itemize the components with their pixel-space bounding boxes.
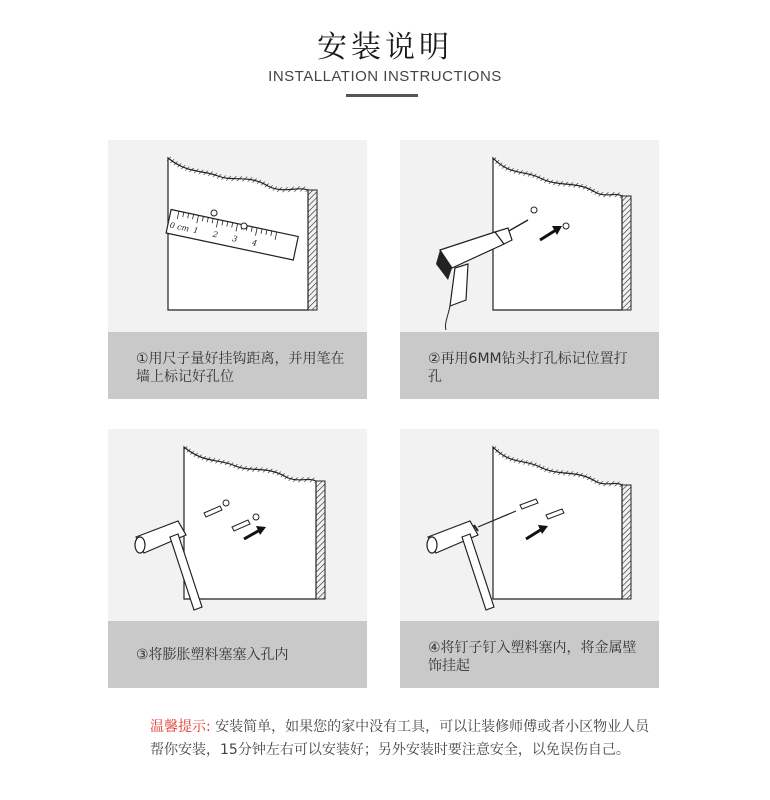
step-caption-4: ④将钉子钉入塑料塞内，将金属壁饰挂起 — [400, 621, 659, 688]
step-card-4 — [400, 429, 659, 688]
step-caption-2: ②再用6MM钻头打孔标记位置打孔 — [400, 332, 659, 399]
tips-text: 安装简单，如果您的家中没有工具，可以让装修师傅或者小区物业人员帮你安装，15分钟左右可以安装好；另外安装时要注意安全，以免误伤自己。 — [150, 719, 650, 758]
hammer-nail-illustration — [400, 429, 659, 621]
drill-illustration — [400, 140, 659, 340]
title-divider — [346, 94, 418, 97]
step-card-2 — [400, 140, 659, 399]
tips-label: 温馨提示: — [150, 719, 211, 735]
ruler-tick-label: 1 — [192, 225, 200, 236]
page-subtitle: INSTALLATION INSTRUCTIONS — [268, 68, 502, 85]
ruler-tick-label: 2 — [211, 229, 219, 240]
page-title: 安装说明 — [317, 30, 453, 65]
tips-block — [150, 716, 650, 762]
step-card-1 — [108, 140, 367, 399]
ruler-tick-label: 3 — [231, 233, 239, 244]
step-caption-1: ①用尺子量好挂钩距离，并用笔在墙上标记好孔位 — [108, 332, 367, 399]
hammer-plug-illustration — [108, 429, 367, 621]
ruler-tick-label: 4 — [251, 238, 258, 249]
step-caption-3: ③将膨胀塑料塞塞入孔内 — [108, 621, 367, 688]
step-card-3 — [108, 429, 367, 688]
ruler-tick-label: 0 cm — [168, 220, 191, 234]
ruler-on-wall-illustration — [108, 140, 367, 340]
